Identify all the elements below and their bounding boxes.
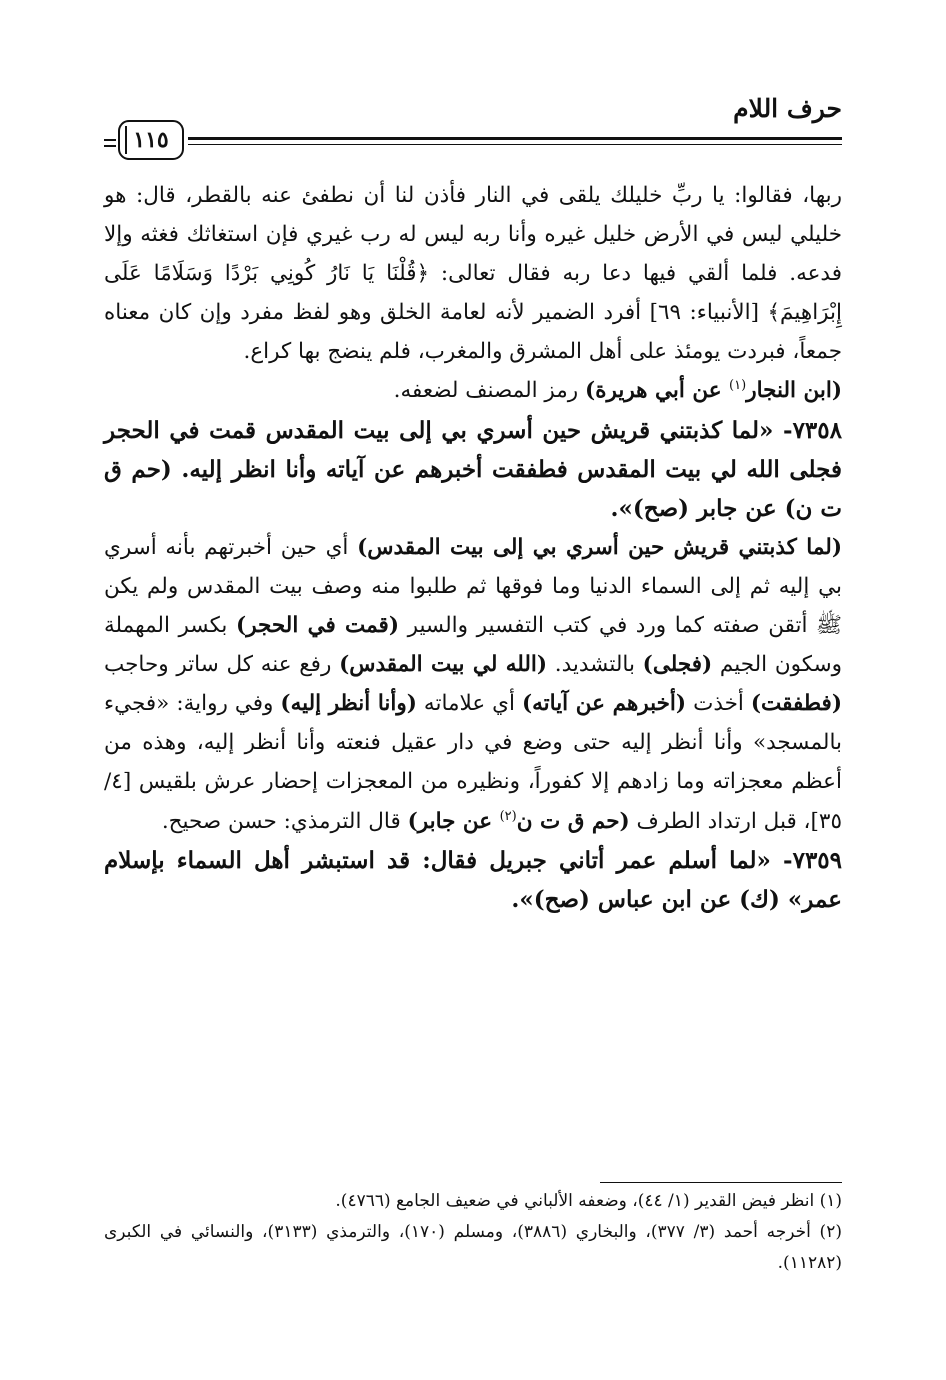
quote-bold: (قمت في الحجر) <box>236 613 399 639</box>
quote-bold: (الله لي بيت المقدس) <box>339 652 548 678</box>
quote-bold: (لما كذبتني قريش حين أسري بي إلى بيت المقدس) <box>357 534 842 560</box>
paragraph-continuation <box>104 176 842 371</box>
chapter-title: حرف اللام <box>733 94 842 123</box>
text-run: بالتشديد. <box>547 652 643 678</box>
footnote-1: (١) انظر فيض القدير (١/ ٤٤)، وضعفه الألباني في ضعيف الجامع (٤٧٦٦). <box>335 1191 842 1211</box>
header-rule-thick <box>188 137 842 140</box>
main-text <box>104 176 842 919</box>
header-rule-thin <box>188 144 842 145</box>
footnotes <box>104 1186 842 1279</box>
text-run: أخذت <box>686 691 751 717</box>
text-run: أي علاماته <box>416 691 522 717</box>
text-run: ربها، فقالوا: يا ربِّ خليلك يلقى في النار فأذن لنا أن نطفئ عنه بالقطر، قال: هو خليلي ليس في الأرض خليل غيره وأنا ربه ليس له رب غيري فإن استغاثك فغثه وإلا فدعه. فلما ألقي فيها دعا ربه فقال تعالى: ﴿قُلْنَا يَا نَارُ كُونِي بَرْدًا وَسَلَامًا عَلَى إِبْرَاهِيمَ﴾ [الأنبياء: ٦٩] أفرد الضمير لأنه لعامة الخلق وهو لفظ مفرد وإن كان معناه جمعاً، فبردت يومئذ على أهل المشرق والمغرب، فلم ينضج بها كراع. <box>104 183 842 365</box>
quote-bold: (حم ق ت ن <box>516 808 630 834</box>
footnote-separator <box>600 1182 842 1183</box>
quote-bold: (فطفقت) <box>750 691 842 717</box>
paragraph-source <box>104 371 842 410</box>
page-number: ١١٥ <box>133 127 169 153</box>
quote-bold: (وأنا أنظر إليه) <box>280 691 417 717</box>
hadith-7359: ٧٣٥٩- «لما أسلم عمر أتاني جبريل فقال: قد استبشر أهل السماء بإسلام عمر» (ك) عن ابن عباس (صح)». <box>104 846 843 913</box>
text-run: وفي رواية: «فجيء بالمسجد» وأنا أنظر إليه حتى وضع في دار عقيل فنعته وأنا أنظر إليه، وهذه من أعظم معجزاته وما زادهم إلا كفوراً، ونظيره من المعجزات إحضار عرش بلقيس [٤/ ٣٥]، قبل ارتداد الطرف <box>104 691 842 834</box>
footnote-ref-2[interactable]: (٢) <box>499 808 517 824</box>
header-rule-stub <box>104 139 116 141</box>
commentary-7358 <box>104 528 842 841</box>
text-run: رفع عنه كل ساتر وحاجب <box>104 652 340 678</box>
quote-bold: (فجلى) <box>642 652 713 678</box>
source-bold: (ابن النجار <box>746 378 842 404</box>
quote-bold: عن جابر) <box>407 808 500 834</box>
text-run: قال الترمذي: حسن صحيح. <box>161 808 408 834</box>
footnote-2: (٢) أخرجه أحمد (٣/ ٣٧٧)، والبخاري (٣٨٨٦)، ومسلم (١٧٠)، والترمذي (٣١٣٣)، والنسائي في الكبرى (١١٢٨٢). <box>104 1222 842 1273</box>
hadith-7358: ٧٣٥٨- «لما كذبتني قريش حين أسري بي إلى بيت المقدس قمت في الحجر فجلى الله لي بيت المقدس فطفقت أخبرهم عن آياته وأنا انظر إليه. (حم ق ت ن) عن جابر (صح)». <box>104 416 842 522</box>
page-number-frame <box>118 120 184 160</box>
text-run: بكسر المهملة وسكون الجيم <box>104 613 842 678</box>
footnote-ref-1[interactable]: (١) <box>729 378 747 394</box>
text-run: أي حين أخبرتهم بأنه أسري بي إليه ثم إلى السماء الدنيا وما فوقها ثم طلبوا منه وصف بيت المقدس ولم يكن ﷺ أتقن صفته كما ورد في كتب التفسير والسير <box>104 534 842 639</box>
text-run: رمز المصنف لضعفه. <box>393 378 586 404</box>
header-rule-stub-lower <box>104 145 116 147</box>
source-bold: عن أبي هريرة) <box>585 378 730 404</box>
quote-bold: (أخبرهم عن آياته) <box>521 691 687 717</box>
